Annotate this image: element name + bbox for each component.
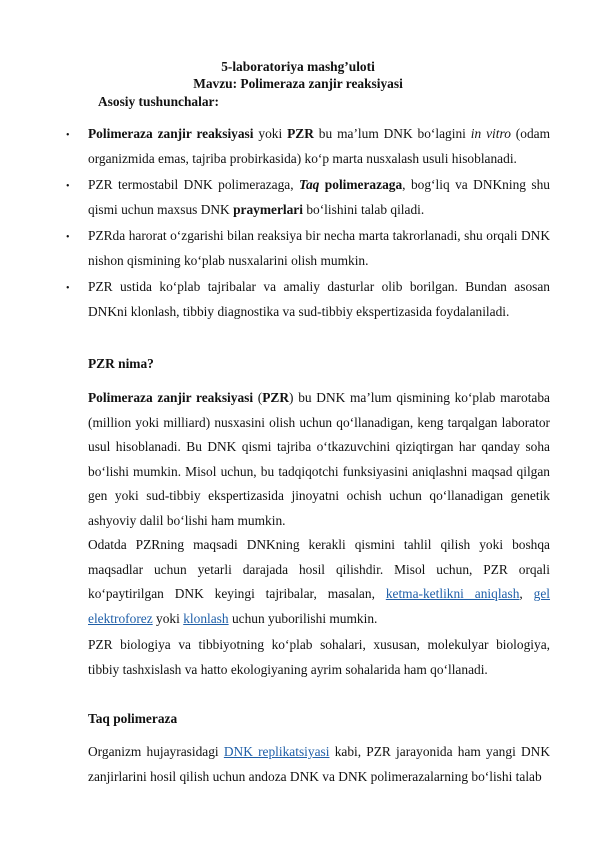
bullet-item-4: PZR ustida ko‘plab tajribalar va amaliy dasturlar olib borilgan. Bundan asosan DNKni klonlash, tibbiy diagnostika va sud-tibbiy ekspertizasida foydalaniladi. <box>88 279 550 319</box>
text-span: ) bu DNK ma’lum qismining ko‘plab marotaba (million yoki milliard) nusxasini olish uchun qo‘llanadigan, keng tarqalgan laborator usul hisoblanadi. Bu DNK qismi tajriba o‘tkazuvchini qiziqtirgan har qanday soha bo‘lishi mumkin. Misol uchun, bu tadqiqotchi funksiyasini aniqlashni maqsad qilgan gen yoki sud-tibbiy ekspertizasida jinoyatni ochish uchun qo‘llanadigan genetik ashyoviy dalil bo‘lishi ham mumkin. <box>88 390 550 528</box>
text-span: , <box>519 586 534 602</box>
subheading: Asosiy tushunchalar: <box>98 94 219 109</box>
text-span: yoki <box>253 126 288 141</box>
link-dnk-replikatsiyasi[interactable]: DNK replikatsiyasi <box>223 744 330 759</box>
term-taq: Taq <box>299 177 320 192</box>
paragraph-pzr-purpose <box>88 533 550 631</box>
term-pzr-full: Polimeraza zanjir reaksiyasi <box>88 390 254 405</box>
text-span: Organizm hujayrasidagi <box>88 744 224 759</box>
text-span: bo‘lishini talab qiladi. <box>302 202 425 217</box>
document-title: 5-laboratoriya mashg’uloti <box>221 59 375 74</box>
bullet-item-2 <box>88 172 550 222</box>
term-praymerlari: praymerlari <box>233 202 303 217</box>
term-pzr: PZR <box>287 126 314 141</box>
link-gel-elektroforez[interactable]: gel elektroforez <box>88 586 551 626</box>
bullet-marker: • <box>66 232 70 243</box>
text-span: PZR termostabil DNK polimerazaga, <box>88 177 300 192</box>
bullet-marker: • <box>66 181 70 192</box>
text-span: Odatda PZRning maqsadi DNKning kerakli qismini tahlil qilish yoki boshqa maqsadlar uchun yetarli darajada hosil qilishdir. Misol uchun, PZR orqali ko‘paytirilgan DNK keyingi tajribalar, masalan, <box>88 537 550 602</box>
paragraph-taq-intro <box>88 740 550 789</box>
document-topic: Mavzu: Polimeraza zanjir reaksiyasi <box>193 76 403 91</box>
section-heading-taq-polimeraza: Taq polimeraza <box>88 711 178 726</box>
text-span: (odam organizmida emas, tajriba probirkasida) ko‘p marta nusxalash usuli hisoblanadi. <box>88 126 550 166</box>
text-span: kabi, PZR jarayonida ham yangi DNK zanjirlarini hosil qilish uchun andoza DNK va DNK polimerazalarning bo‘lishi talab <box>88 744 551 784</box>
text-span: yoki <box>152 610 184 626</box>
link-klonlash[interactable]: klonlash <box>183 610 229 626</box>
section-heading-pzr-nima: PZR nima? <box>88 356 154 371</box>
paragraph-pzr-applications: PZR biologiya va tibbiyotning ko‘plab sohalari, xususan, molekulyar biologiya, tibbiy tashxislash va hatto ekologiyaning ayrim sohalarida ham qo‘llanadi. <box>88 637 550 677</box>
bullet-item-1 <box>88 121 550 171</box>
text-span: , bog‘liq va DNKning shu qismi uchun maxsus DNK <box>88 177 551 217</box>
term-pzr: PZR <box>262 390 290 405</box>
term-pzr-full: Polimeraza zanjir reaksiyasi <box>88 126 254 141</box>
bullet-marker: • <box>66 283 70 294</box>
bullet-marker: • <box>66 130 70 141</box>
link-ketma-ketlikni-aniqlash[interactable]: ketma-ketlikni aniqlash <box>385 586 520 602</box>
bullet-item-3: PZRda harorat o‘zgarishi bilan reaksiya bir necha marta takrorlanadi, shu orqali DNK nishon qismining ko‘plab nusxalarini olish mumkin. <box>88 228 550 268</box>
text-span: bu ma’lum DNK bo‘lagini <box>313 126 471 141</box>
text-span: ( <box>253 390 263 405</box>
paragraph-pzr-definition <box>88 386 550 534</box>
text-span: uchun yuborilishi mumkin. <box>228 610 378 626</box>
term-polimerazaga: polimerazaga <box>319 177 403 192</box>
term-in-vitro: in vitro <box>470 126 511 141</box>
